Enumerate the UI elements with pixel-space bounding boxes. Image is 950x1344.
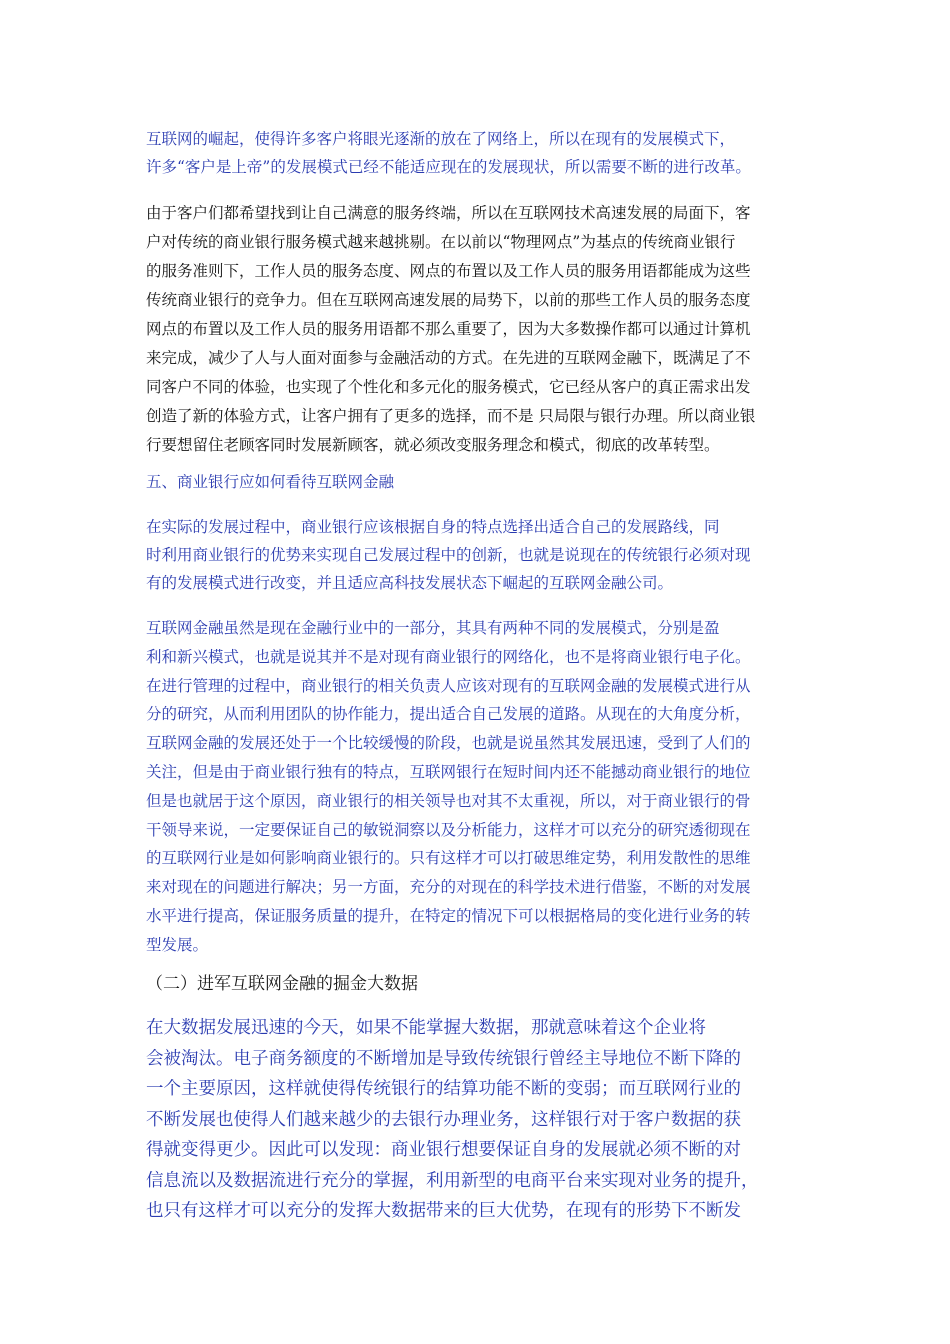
text-line: 由于客户们都希望找到让自己满意的服务终端，所以在互联网技术高速发展的局面下，客	[146, 204, 751, 222]
text-line: 互联网的崛起，使得许多客户将眼光逐渐的放在了网络上，所以在现有的发展模式下，	[146, 130, 736, 148]
text-line: 但是也就居于这个原因，商业银行的相关领导也对其不太重视，所以，对于商业银行的骨	[146, 791, 751, 810]
text-line: 信息流以及数据流进行充分的掌握，利用新型的电商平台来实现对业务的提升，	[146, 1170, 759, 1191]
text-line: 水平进行提高，保证服务质量的提升，在特定的情况下可以根据格局的变化进行业务的转	[146, 906, 751, 925]
text-line: 时利用商业银行的优势来实现自己发展过程中的创新，也就是说现在的传统银行必须对现	[146, 546, 751, 564]
text-line: 户对传统的商业银行服务模式越来越挑剔。在以前以“物理网点”为基点的传统商业银行	[146, 233, 736, 251]
text-line: 同客户不同的体验，也实现了个性化和多元化的服务模式，它已经从客户的真正需求出发	[146, 378, 751, 396]
text-line: 来对现在的问题进行解决；另一方面，充分的对现在的科学技术进行借鉴，不断的对发展	[146, 878, 751, 897]
text-line: 干领导来说，一定要保证自己的敏锐洞察以及分析能力，这样才可以充分的研究透彻现在	[146, 820, 751, 839]
text-line: 在实际的发展过程中，商业银行应该根据自身的特点选择出适合自己的发展路线，同	[146, 518, 720, 536]
text-line: 型发展。	[146, 935, 209, 954]
text-line: 互联网金融的发展还处于一个比较缓慢的阶段，也就是说虽然其发展迅速，受到了人们的	[146, 734, 751, 753]
text-line: 互联网金融虽然是现在金融行业中的一部分，其具有两种不同的发展模式，分别是盈	[146, 619, 720, 637]
text-line: 不断发展也使得人们越来越少的去银行办理业务，这样银行对于客户数据的获	[146, 1109, 741, 1130]
text-line: 在进行管理的过程中，商业银行的相关负责人应该对现有的互联网金融的发展模式进行从	[146, 676, 751, 695]
text-line: 的服务准则下，工作人员的服务态度、网点的布置以及工作人员的服务用语都能成为这些	[146, 262, 751, 280]
text-line: 有的发展模式进行改变，并且适应高科技发展状态下崛起的互联网金融公司。	[146, 574, 674, 592]
text-line: 利和新兴模式，也就是说其并不是对现有商业银行的网络化，也不是将商业银行电子化。	[146, 647, 751, 666]
paragraph-big-data	[146, 1013, 806, 1227]
text-line: 得就变得更少。因此可以发现：商业银行想要保证自身的发展就必须不断的对	[146, 1140, 741, 1160]
text-line: 会被淘汰。电子商务额度的不断增加是导致传统银行曾经主导地位不断下降的	[146, 1048, 741, 1069]
paragraph-internet-finance	[146, 614, 806, 960]
text-line: 许多“客户是上帝”的发展模式已经不能适应现在的发展现状，所以需要不断的进行改革。	[146, 158, 751, 176]
text-line: 传统商业银行的竞争力。但在互联网高速发展的局势下，以前的那些工作人员的服务态度	[146, 291, 751, 309]
section-heading-big-data: （二）进军互联网金融的掘金大数据	[146, 974, 418, 994]
section-heading-five: 五、商业银行应如何看待互联网金融	[146, 473, 395, 491]
text-line: 在大数据发展迅速的今天，如果不能掌握大数据，那就意味着这个企业将	[146, 1018, 706, 1038]
text-line: 网点的布置以及工作人员的服务用语都不那么重要了，因为大多数操作都可以通过计算机	[146, 320, 751, 338]
text-line: 的互联网行业是如何影响商业银行的。只有这样才可以打破思维定势，利用发散性的思维	[146, 849, 751, 868]
text-line: 一个主要原因，这样就使得传统银行的结算功能不断的变弱；而互联网行业的	[146, 1079, 741, 1099]
text-line: 来完成，减少了人与人面对面参与金融活动的方式。在先进的互联网金融下，既满足了不	[146, 349, 751, 367]
text-line: 分的研究，从而利用团队的协作能力，提出适合自己发展的道路。从现在的大角度分析，	[146, 705, 751, 724]
text-line: 创造了新的体验方式，让客户拥有了更多的选择，而不是 只局限与银行办理。所以商业银	[146, 407, 756, 425]
paragraph-internet-rise	[146, 125, 806, 181]
paragraph-customer-demand	[146, 199, 806, 460]
paragraph-actual-development	[146, 513, 806, 597]
text-line: 也只有这样才可以充分的发挥大数据带来的巨大优势，在现有的形势下不断发	[146, 1201, 741, 1221]
text-line: 行要想留住老顾客同时发展新顾客，就必须改变服务理念和模式，彻底的改革转型。	[146, 436, 720, 454]
text-line: 关注，但是由于商业银行独有的特点，互联网银行在短时间内还不能撼动商业银行的地位	[146, 762, 751, 781]
